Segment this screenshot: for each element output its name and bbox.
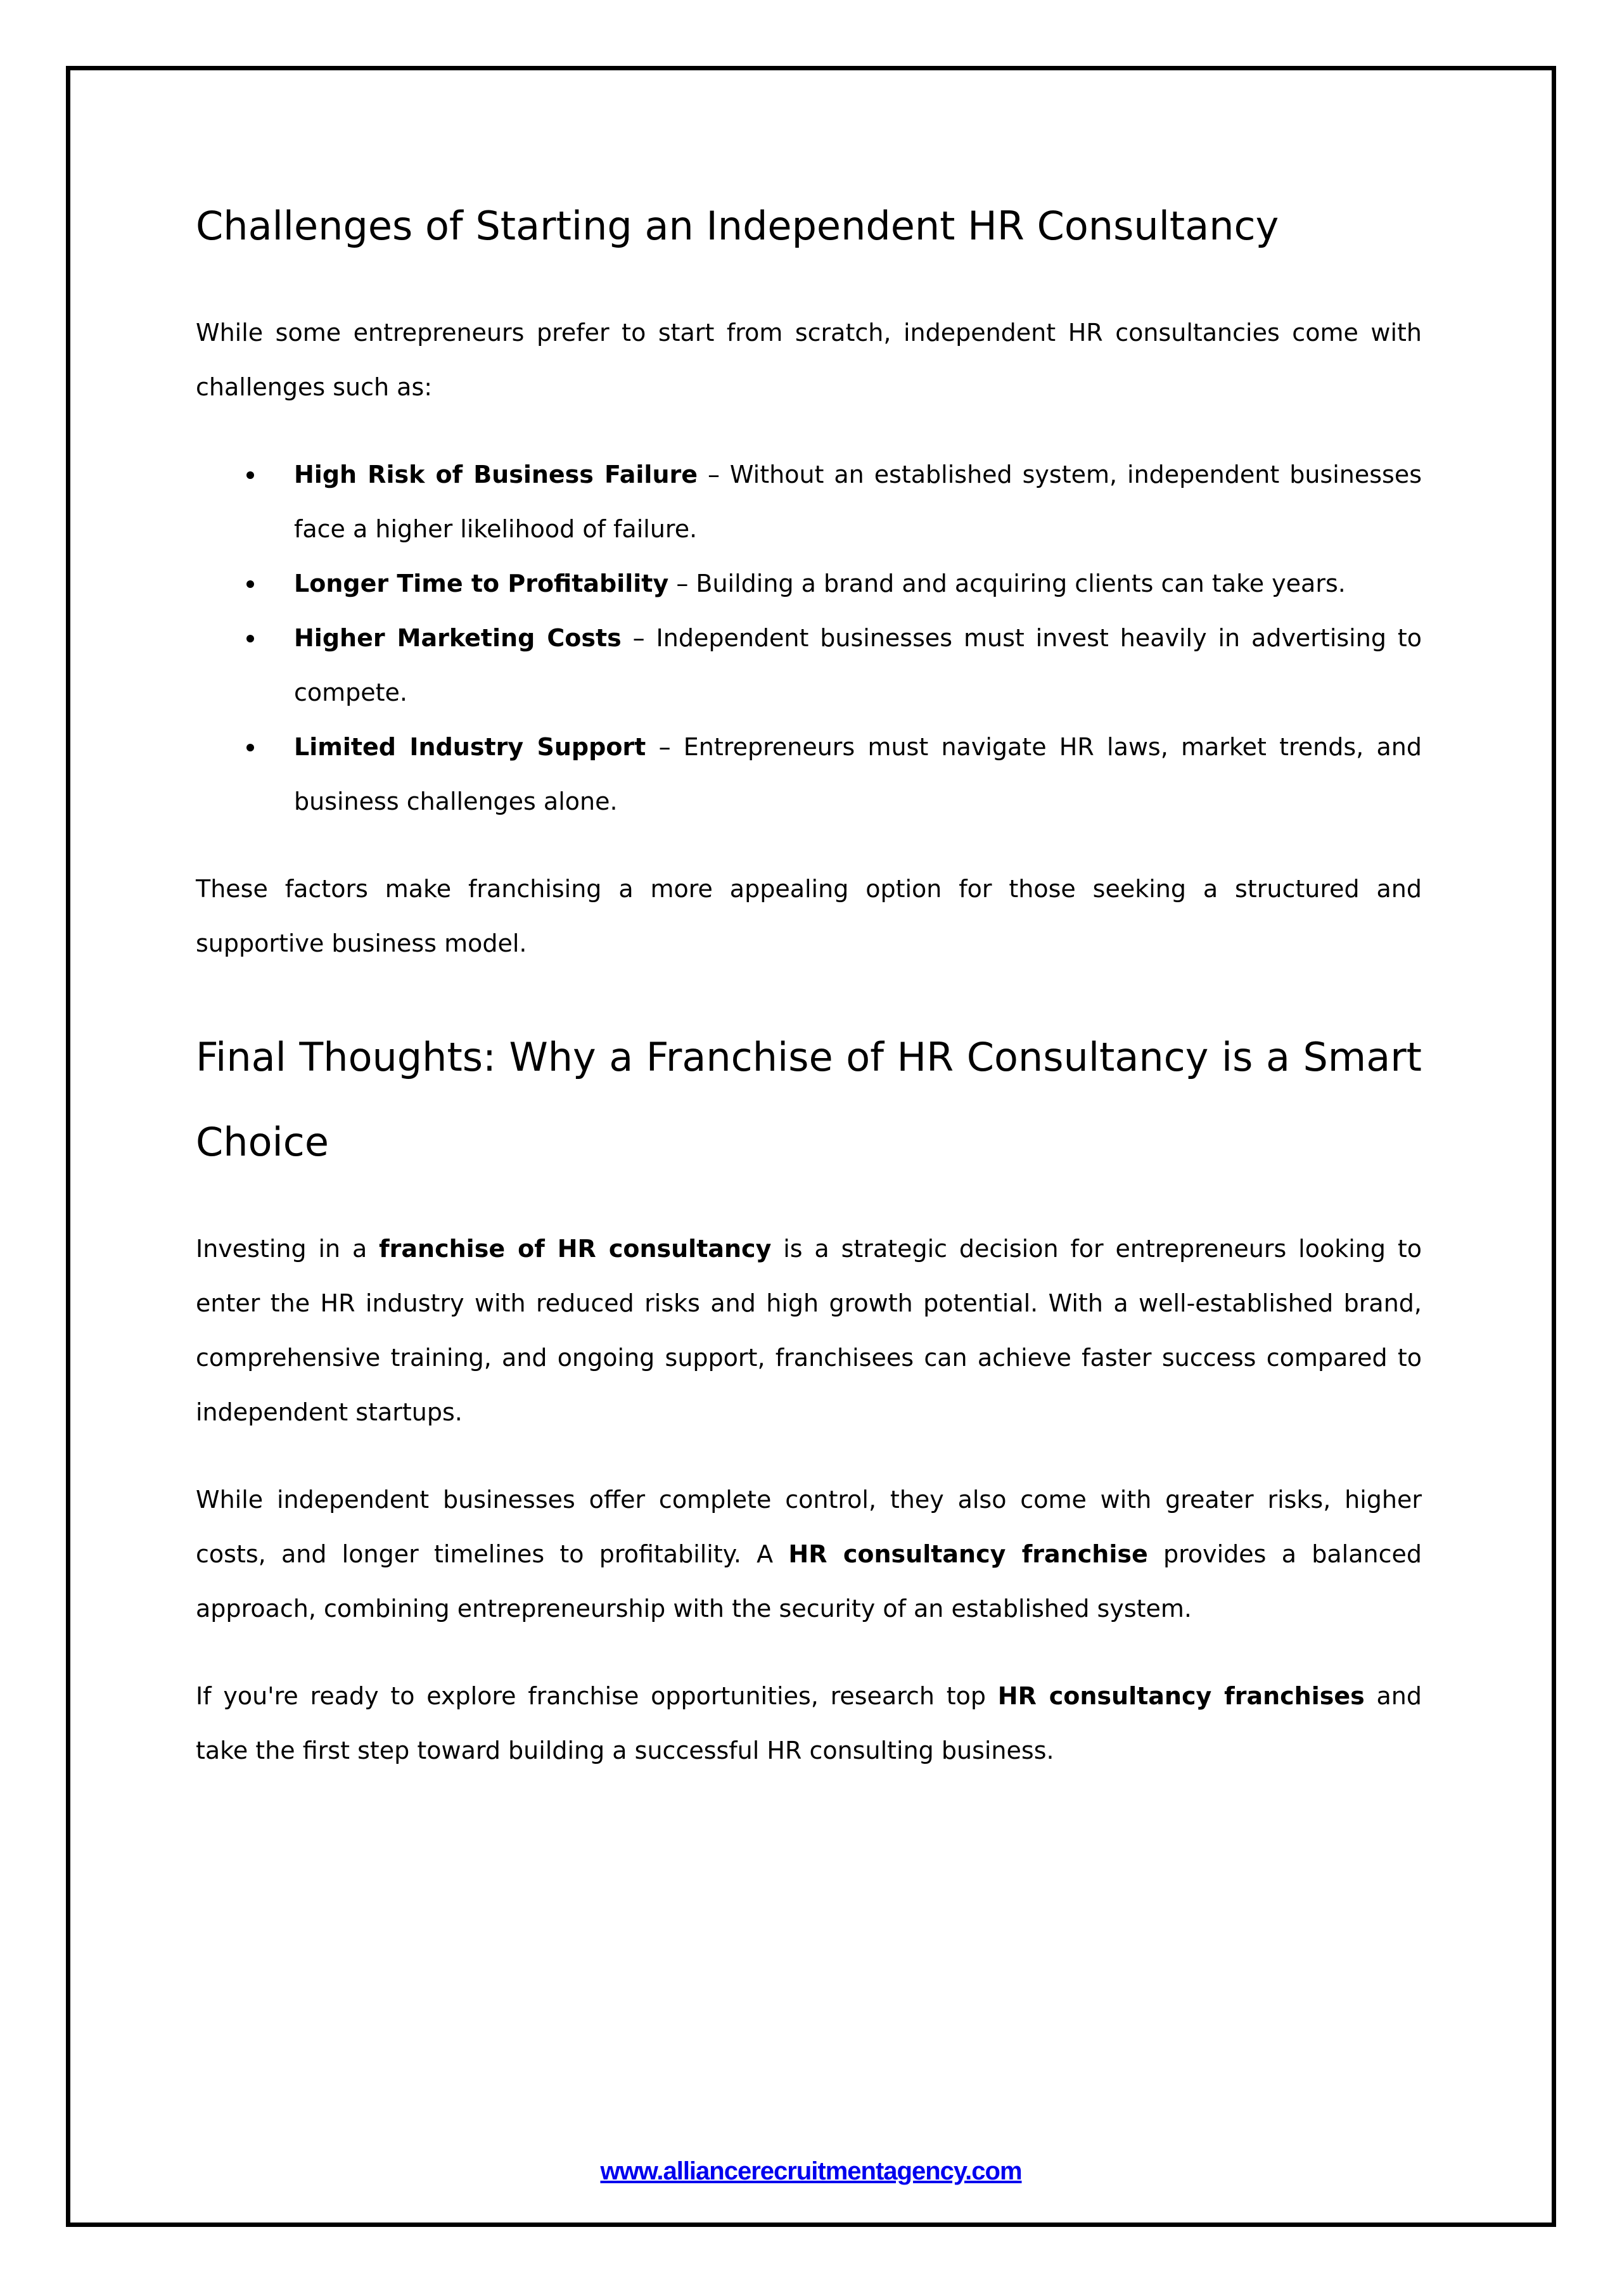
text-run: If you're ready to explore franchise opportunities, research top <box>196 1682 998 1710</box>
challenges-list <box>196 447 1422 829</box>
bullet-icon <box>246 580 254 588</box>
intro-paragraph: While some entrepreneurs prefer to start from scratch, independent HR consultancies come with challenges such as: <box>196 319 1422 401</box>
text-run: While independent businesses offer complete control, they also come with greater risks, higher costs, and longer timelines to profitability. A <box>196 1486 1422 1568</box>
bullet-icon <box>246 744 254 751</box>
page-footer <box>0 2157 1622 2186</box>
list-item-text: – Entrepreneurs must navigate HR laws, market trends, and business challenges alone. <box>294 733 1422 815</box>
paragraph-call-to-action <box>196 1669 1422 1778</box>
outro-paragraph: These factors make franchising a more appealing option for those seeking a structured and supportive business model. <box>196 875 1422 957</box>
list-item-title: Higher Marketing Costs <box>294 624 622 652</box>
paragraph-independent <box>196 1472 1422 1636</box>
text-run: is a strategic decision for entrepreneurs looking to enter the HR industry with reduced risks and high growth potential. With a well-established brand, comprehensive training, and ongoing support, franchisees can achieve faster success compared to independent startups. <box>196 1235 1422 1426</box>
section-heading-challenges: Challenges of Starting an Independent HR Consultancy <box>196 203 1279 249</box>
paragraph-investing <box>196 1221 1422 1439</box>
list-item-text: – Independent businesses must invest heavily in advertising to compete. <box>294 624 1422 706</box>
document-body <box>196 184 1422 1778</box>
bold-text: franchise of HR consultancy <box>379 1235 772 1263</box>
list-item <box>196 447 1422 556</box>
list-item-text: – Building a brand and acquiring clients can take years. <box>668 570 1346 597</box>
website-link[interactable]: www.alliancerecruitmentagency.com <box>600 2157 1022 2185</box>
list-item-title: High Risk of Business Failure <box>294 461 698 488</box>
list-item-title: Limited Industry Support <box>294 733 646 761</box>
text-run: and take the first step toward building a successful HR consulting business. <box>196 1682 1422 1764</box>
list-item-title: Longer Time to Profitability <box>294 570 669 597</box>
text-run: provides a balanced approach, combining entrepreneurship with the security of an established system. <box>196 1540 1422 1623</box>
list-item-text: – Without an established system, independent businesses face a higher likelihood of failure. <box>294 461 1422 543</box>
bold-text: HR consultancy franchise <box>788 1540 1148 1568</box>
list-item <box>196 720 1422 829</box>
bullet-icon <box>246 471 254 479</box>
bold-text: HR consultancy franchises <box>997 1682 1365 1710</box>
text-run: Investing in a <box>196 1235 380 1263</box>
bullet-icon <box>246 635 254 642</box>
list-item <box>196 611 1422 720</box>
section-heading-final-thoughts: Final Thoughts: Why a Franchise of HR Consultancy is a Smart Choice <box>196 1034 1422 1165</box>
list-item <box>196 556 1422 611</box>
